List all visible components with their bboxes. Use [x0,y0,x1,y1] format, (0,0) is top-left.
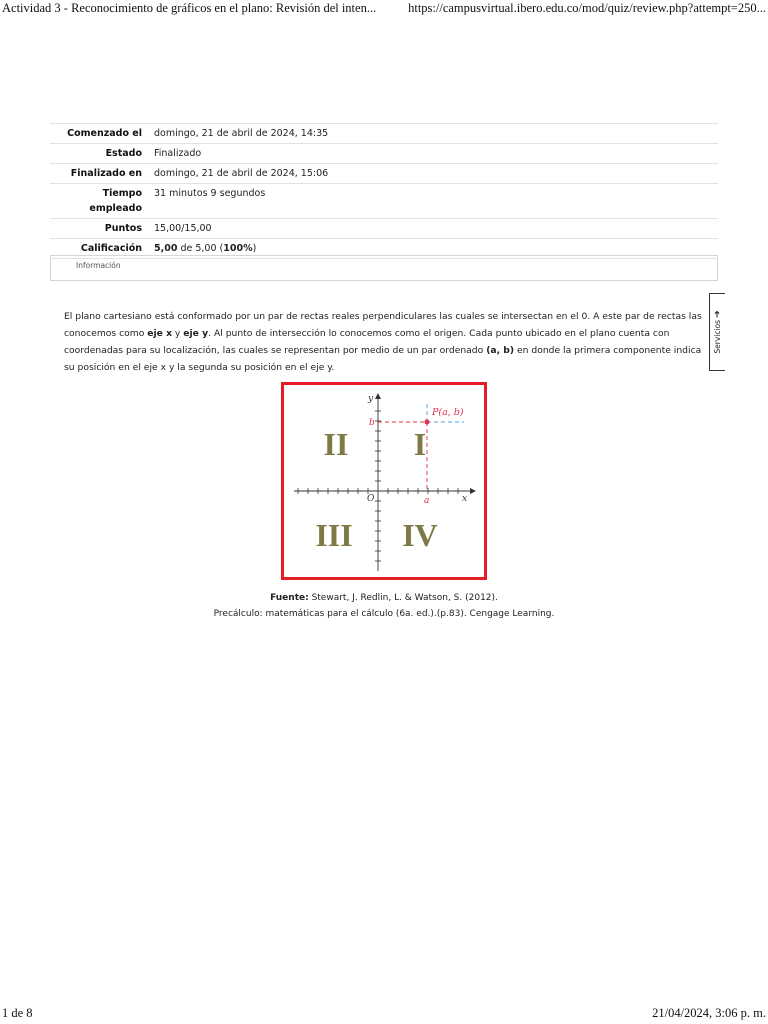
quadrant-i-label: I [413,426,427,462]
summary-label: Comenzado el [67,128,142,139]
summary-row-state [50,144,718,164]
term-eje-x: eje x [147,328,173,339]
services-label: Servicios [712,319,722,354]
print-footer [0,1004,768,1024]
point-p [425,420,430,425]
summary-row-finished [50,164,718,184]
cartesian-plane-figure [281,382,487,580]
grade-percent: 100% [223,243,253,254]
summary-value: 15,00/15,00 [154,223,212,234]
quiz-summary-table [50,123,718,259]
term-ordered-pair: (a, b) [486,345,515,356]
print-page-title: Actividad 3 - Reconocimiento de gráficos en el plano: Revisión del inten... [2,1,377,15]
y-axis-arrow [375,393,381,399]
arrow-right-icon: ➔ [712,310,723,318]
information-label: Información [76,261,121,270]
grade-score: 5,00 [154,243,178,254]
summary-value: domingo, 21 de abril de 2024, 15:06 [154,168,329,179]
information-box [50,255,718,281]
term-eje-y: eje y [183,328,209,339]
summary-row-started [50,124,718,144]
point-p-label: P(a, b) [432,407,464,418]
quadrant-ii-label: II [323,426,349,462]
summary-value: 5,00 de 5,00 (100%) [154,243,257,254]
print-header [0,0,768,20]
services-drawer-tab[interactable] [709,293,725,371]
content-paragraph: El plano cartesiano está conformado por un par de rectas reales perpendiculares las cuales se intersectan en el 0. A este par de rectas las conocemos como eje x y eje y. Al punto de intersección lo conocemos como el origen. Cada punto ubicado en el plano cuenta con coordenadas para su localización, las cuales se representan por medio de un par ordenado (a, b) en donde la primera componente indica su posición en el eje x y la segunda su posición en el eje y. [64,311,702,373]
tick-a-label: a [424,496,430,506]
summary-label: Estado [105,148,142,159]
figure-caption-source: Fuente: Stewart, J. Redlin, L. & Watson, S. (2012). [270,593,498,603]
print-page-number: 1 de 8 [2,1006,33,1020]
summary-row-points [50,219,718,239]
summary-label: Calificación [80,243,142,254]
summary-row-time-taken [50,184,718,219]
summary-label: Tiempo empleado [89,188,142,214]
quadrant-iv-label: IV [402,517,438,553]
summary-label: Puntos [104,223,142,234]
cartesian-plane-svg [284,385,484,577]
x-axis-arrow [470,488,476,494]
summary-value: 31 minutos 9 segundos [154,188,266,199]
summary-value: Finalizado [154,148,202,159]
tick-b-label: b [369,418,375,428]
quadrant-iii-label: III [315,517,353,553]
origin-label: O [367,494,375,504]
print-page-url: https://campusvirtual.ibero.edu.co/mod/quiz/review.php?attempt=250... [408,1,766,15]
summary-label: Finalizado en [70,168,142,179]
print-datetime: 21/04/2024, 3:06 p. m. [652,1006,766,1020]
y-axis-label: y [368,394,374,404]
figure-caption-reference: Precálculo: matemáticas para el cálculo (6a. ed.).(p.83). Cengage Learning. [213,609,555,619]
x-axis-label: x [462,494,468,504]
summary-value: domingo, 21 de abril de 2024, 14:35 [154,128,329,139]
